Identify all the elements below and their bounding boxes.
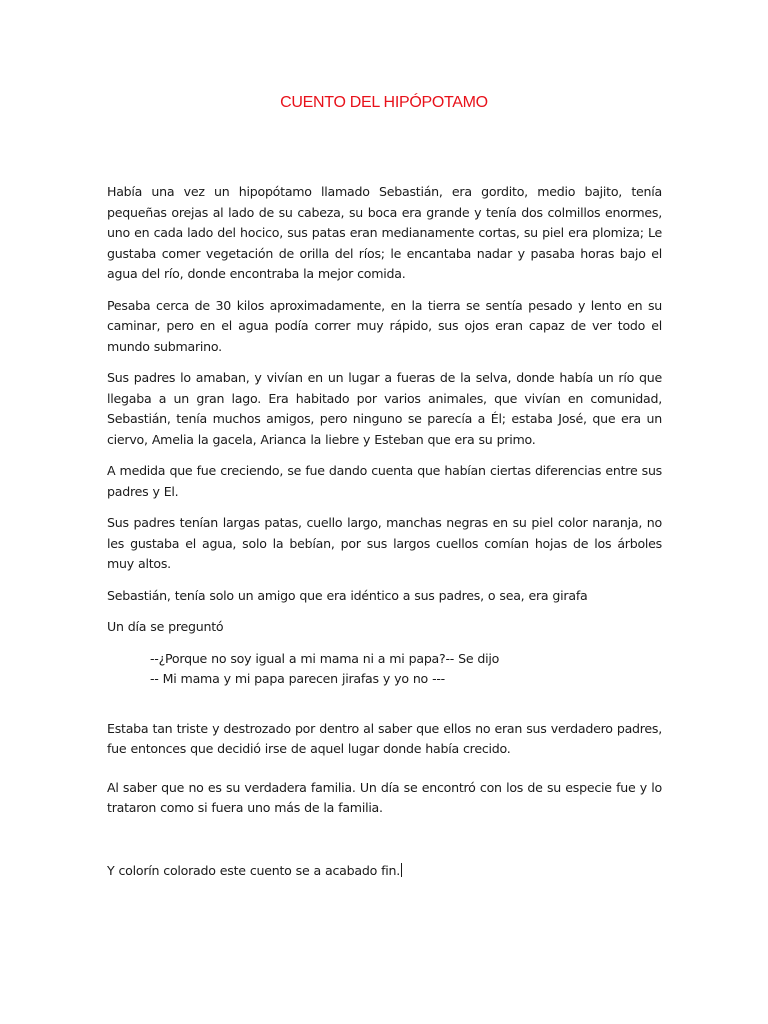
dialogue-block xyxy=(150,649,662,689)
dialogue-line-2: -- Mi mama y mi papa parecen jirafas y yo no --- xyxy=(150,670,445,686)
text-cursor xyxy=(401,863,402,877)
closing-line-text: Y colorín colorado este cuento se a acabado fin. xyxy=(107,862,401,878)
paragraph-3: Sus padres lo amaban, y vivían en un lugar a fueras de la selva, donde había un río que llegaba a un gran lago. Era habitado por varios animales, que vivían en comunidad, Sebastián, tenía muchos amigos, pero ninguno se parecía a Él; estaba José, que era un ciervo, Amelia la gacela, Arianca la liebre y Esteban que era su primo. xyxy=(107,370,662,447)
dialogue-line-1: --¿Porque no soy igual a mi mama ni a mi papa?-- Se dijo xyxy=(150,650,500,666)
paragraph-1: Había una vez un hipopótamo llamado Sebastián, era gordito, medio bajito, tenía pequeñas orejas al lado de su cabeza, su boca era grande y tenía dos colmillos enormes, uno en cada lado del hocico, sus patas eran medianamente cortas, su piel era plomiza; Le gustaba comer vegetación de orilla del ríos; le encantaba nadar y pasaba horas bajo el agua del río, donde encontraba la mejor comida. xyxy=(107,184,662,281)
document-title: CUENTO DEL HIPÓPOTAMO xyxy=(280,94,488,111)
paragraph-6: Sebastián, tenía solo un amigo que era idéntico a sus padres, o sea, era girafa xyxy=(107,587,588,603)
closing-paragraph-1: Estaba tan triste y destrozado por dentro al saber que ellos no eran sus verdadero padres, fue entonces que decidió irse de aquel lugar donde había crecido. xyxy=(107,720,662,756)
closing-paragraph-2: Al saber que no es su verdadera familia. Un día se encontró con los de su especie fue y lo trataron como si fuera uno más de la familia. xyxy=(107,779,662,815)
paragraph-5: Sus padres tenían largas patas, cuello largo, manchas negras en su piel color naranja, no les gustaba el agua, solo la bebían, por sus largos cuellos comían hojas de los árboles muy altos. xyxy=(107,515,662,571)
paragraph-2: Pesaba cerca de 30 kilos aproximadamente, en la tierra se sentía pesado y lento en su caminar, pero en el agua podía correr muy rápido, sus ojos eran capaz de ver todo el mundo submarino. xyxy=(107,297,662,354)
closing-paragraph-3 xyxy=(107,861,662,882)
paragraph-4: A medida que fue creciendo, se fue dando cuenta que habían ciertas diferencias entre sus padres y El. xyxy=(107,463,662,499)
document-body xyxy=(107,182,662,892)
paragraph-7: Un día se preguntó xyxy=(107,619,224,634)
